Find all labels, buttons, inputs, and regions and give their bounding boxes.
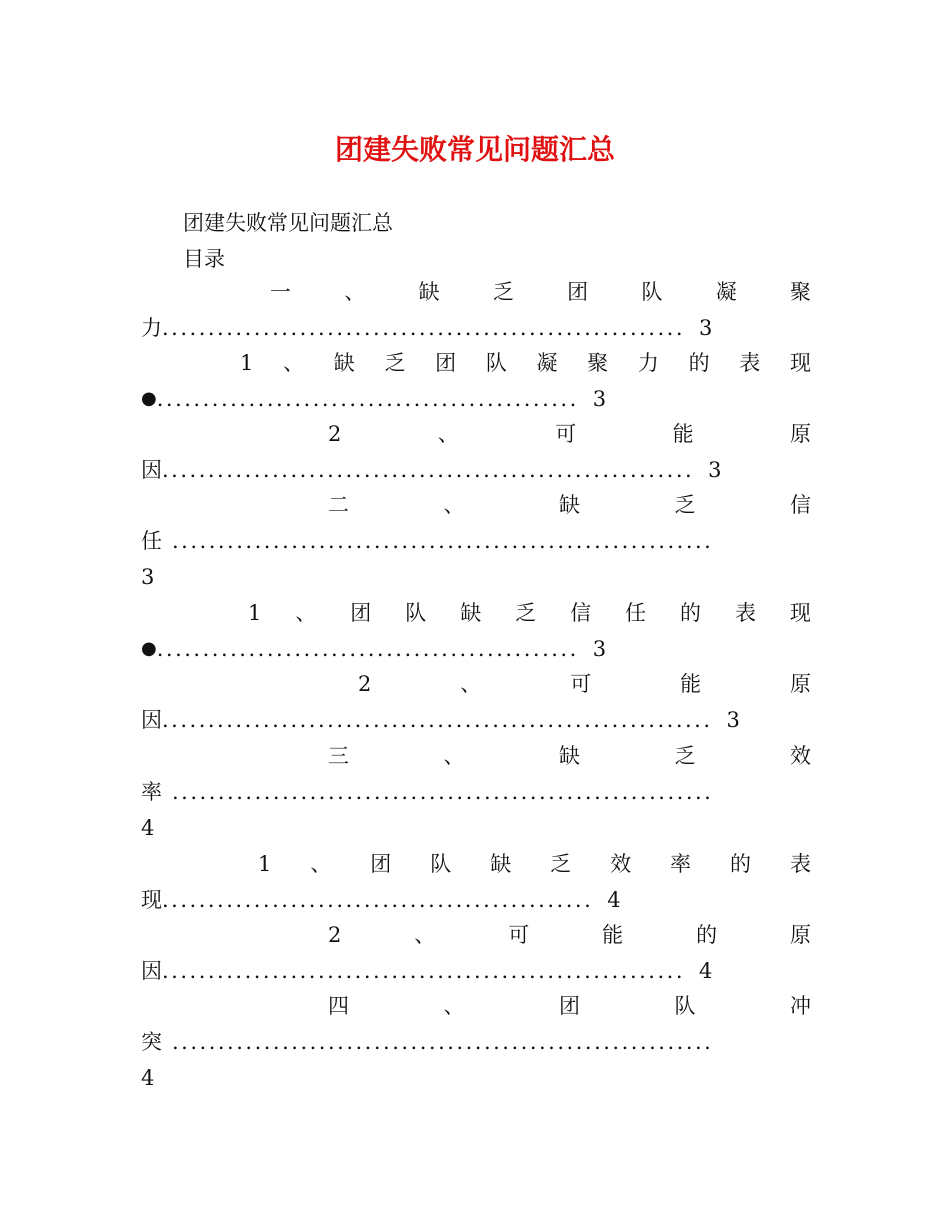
toc-char: 、: [310, 852, 332, 876]
toc-char: 1: [248, 601, 262, 625]
toc-leader: ..........................................................: [162, 458, 695, 482]
toc-page-number: 4: [141, 816, 155, 840]
toc-char: 的: [696, 923, 718, 947]
toc-leader: ..............................................: [156, 637, 579, 661]
toc-tail: 力: [141, 316, 162, 340]
toc-char: 冲: [790, 994, 811, 1018]
toc-entry-s3-1-line2[interactable]: [141, 886, 811, 914]
toc-char: 效: [790, 744, 811, 768]
toc-char: 团: [567, 280, 589, 304]
toc-char: 表: [789, 852, 811, 876]
toc-char: 原: [790, 422, 811, 446]
toc-leader: ...............................................: [162, 888, 594, 912]
toc-heading: 目录: [183, 247, 225, 271]
toc-entry-s2-2-line2[interactable]: [141, 706, 811, 734]
toc-char: 信: [570, 601, 592, 625]
toc-char: 、: [283, 351, 305, 375]
toc-entry-s3-line3[interactable]: [141, 814, 811, 842]
toc-char: 、: [443, 744, 465, 768]
toc-char: 乏: [550, 852, 572, 876]
toc-tail: 现: [141, 888, 162, 912]
toc-char: 力: [637, 351, 659, 375]
toc-tail: 率: [141, 780, 162, 804]
toc-entry-s2-2-line1[interactable]: [358, 670, 811, 698]
toc-char: 能: [602, 923, 624, 947]
toc-entry-s4-line2[interactable]: [141, 1028, 811, 1056]
toc-tail: 因: [141, 708, 162, 732]
toc-entry-s1-line2[interactable]: [141, 314, 811, 342]
toc-char: 可: [570, 672, 592, 696]
toc-entry-s1-2-line1[interactable]: [328, 420, 811, 448]
toc-entry-s2-line2[interactable]: [141, 527, 811, 555]
subtitle: 团建失败常见问题汇总: [183, 211, 393, 235]
document-title: 团建失败常见问题汇总: [334, 133, 615, 166]
toc-char: 乏: [515, 601, 537, 625]
toc-char: 、: [344, 280, 366, 304]
toc-entry-s3-2-line1[interactable]: [328, 921, 811, 949]
toc-entry-s3-2-line2[interactable]: [141, 957, 811, 985]
toc-tail: 任: [141, 529, 162, 553]
toc-char: 缺: [559, 493, 580, 517]
toc-tail: 因: [141, 458, 162, 482]
toc-leader: ...........................................................: [172, 529, 714, 553]
toc-char: 队: [405, 601, 427, 625]
toc-char: 、: [443, 493, 465, 517]
toc-char: 乏: [674, 744, 696, 768]
toc-entry-s1-1-line2[interactable]: [141, 385, 811, 413]
toc-char: 凝: [536, 351, 558, 375]
toc-char: 缺: [333, 351, 355, 375]
toc-page-number: 3: [708, 458, 722, 482]
toc-char: 队: [430, 852, 452, 876]
toc-char: 信: [790, 493, 811, 517]
toc-char: 能: [672, 422, 694, 446]
toc-tail: 突: [141, 1030, 162, 1054]
toc-char: 团: [559, 994, 580, 1018]
toc-char: 1: [240, 351, 254, 375]
toc-char: 能: [680, 672, 702, 696]
toc-char: 2: [328, 422, 342, 446]
toc-leader: ...........................................................: [172, 780, 714, 804]
toc-entry-s4-line1[interactable]: [328, 992, 811, 1020]
toc-page-number: 3: [699, 316, 713, 340]
toc-char: 二: [328, 493, 349, 517]
toc-entry-s3-1-line1[interactable]: [258, 850, 811, 878]
toc-char: 的: [730, 852, 751, 876]
toc-entry-s1-2-line2[interactable]: [141, 456, 811, 484]
toc-entry-s3-line2[interactable]: [141, 778, 811, 806]
toc-char: 1: [258, 852, 272, 876]
toc-char: 、: [437, 422, 459, 446]
toc-char: 现: [789, 351, 811, 375]
toc-char: 缺: [559, 744, 580, 768]
toc-leader: ............................................................: [162, 708, 713, 732]
toc-entry-s2-1-line1[interactable]: [248, 599, 811, 627]
toc-char: 缺: [460, 601, 482, 625]
toc-char: 队: [641, 280, 663, 304]
toc-char: 表: [734, 601, 756, 625]
toc-char: 可: [508, 923, 530, 947]
toc-entry-s2-line3[interactable]: [141, 563, 811, 591]
toc-char: 三: [328, 744, 349, 768]
toc-char: 乏: [492, 280, 514, 304]
toc-leader: .........................................................: [162, 316, 685, 340]
toc-char: 团: [350, 601, 372, 625]
toc-char: 的: [688, 351, 710, 375]
toc-char: 表: [739, 351, 761, 375]
toc-char: 凝: [715, 280, 737, 304]
toc-entry-s3-line1[interactable]: [328, 742, 811, 770]
toc-char: 队: [485, 351, 507, 375]
toc-entry-s4-line3[interactable]: [141, 1064, 811, 1092]
toc-char: 聚: [587, 351, 609, 375]
toc-page-number: 3: [141, 565, 155, 589]
toc-char: 效: [610, 852, 632, 876]
toc-leader: ..............................................: [156, 387, 579, 411]
toc-char: 缺: [418, 280, 440, 304]
toc-page-number: 3: [726, 708, 740, 732]
toc-char: 原: [790, 672, 811, 696]
toc-page-number: 4: [141, 1066, 155, 1090]
toc-char: 、: [414, 923, 436, 947]
toc-leader: ...........................................................: [172, 1030, 714, 1054]
toc-page-number: 4: [699, 959, 713, 983]
toc-page-number: 3: [592, 637, 607, 661]
toc-char: 任: [625, 601, 647, 625]
toc-char: 、: [443, 994, 465, 1018]
toc-char: 、: [460, 672, 482, 696]
bullet-icon: ●: [141, 638, 157, 659]
toc-char: 团: [370, 852, 392, 876]
toc-entry-s1-1-line1[interactable]: [240, 349, 811, 377]
toc-tail: 因: [141, 959, 162, 983]
toc-char: 一: [270, 280, 291, 304]
toc-char: 队: [674, 994, 696, 1018]
toc-entry-s2-1-line2[interactable]: [141, 635, 811, 663]
toc-char: 率: [670, 852, 692, 876]
toc-char: 四: [328, 994, 349, 1018]
toc-char: 乏: [384, 351, 406, 375]
toc-char: 、: [295, 601, 317, 625]
toc-char: 团: [435, 351, 457, 375]
toc-char: 乏: [674, 493, 696, 517]
toc-char: 原: [789, 923, 811, 947]
toc-char: 可: [555, 422, 577, 446]
toc-page-number: 3: [592, 387, 607, 411]
toc-char: 聚: [789, 280, 811, 304]
bullet-icon: ●: [141, 388, 157, 409]
toc-page-number: 4: [607, 888, 621, 912]
toc-char: 2: [358, 672, 372, 696]
toc-leader: .........................................................: [162, 959, 685, 983]
toc-entry-s2-line1[interactable]: [328, 491, 811, 519]
toc-char: 2: [328, 923, 342, 947]
toc-entry-s1-line1[interactable]: [270, 278, 811, 306]
toc-char: 现: [789, 601, 811, 625]
toc-char: 缺: [490, 852, 512, 876]
toc-char: 的: [680, 601, 701, 625]
